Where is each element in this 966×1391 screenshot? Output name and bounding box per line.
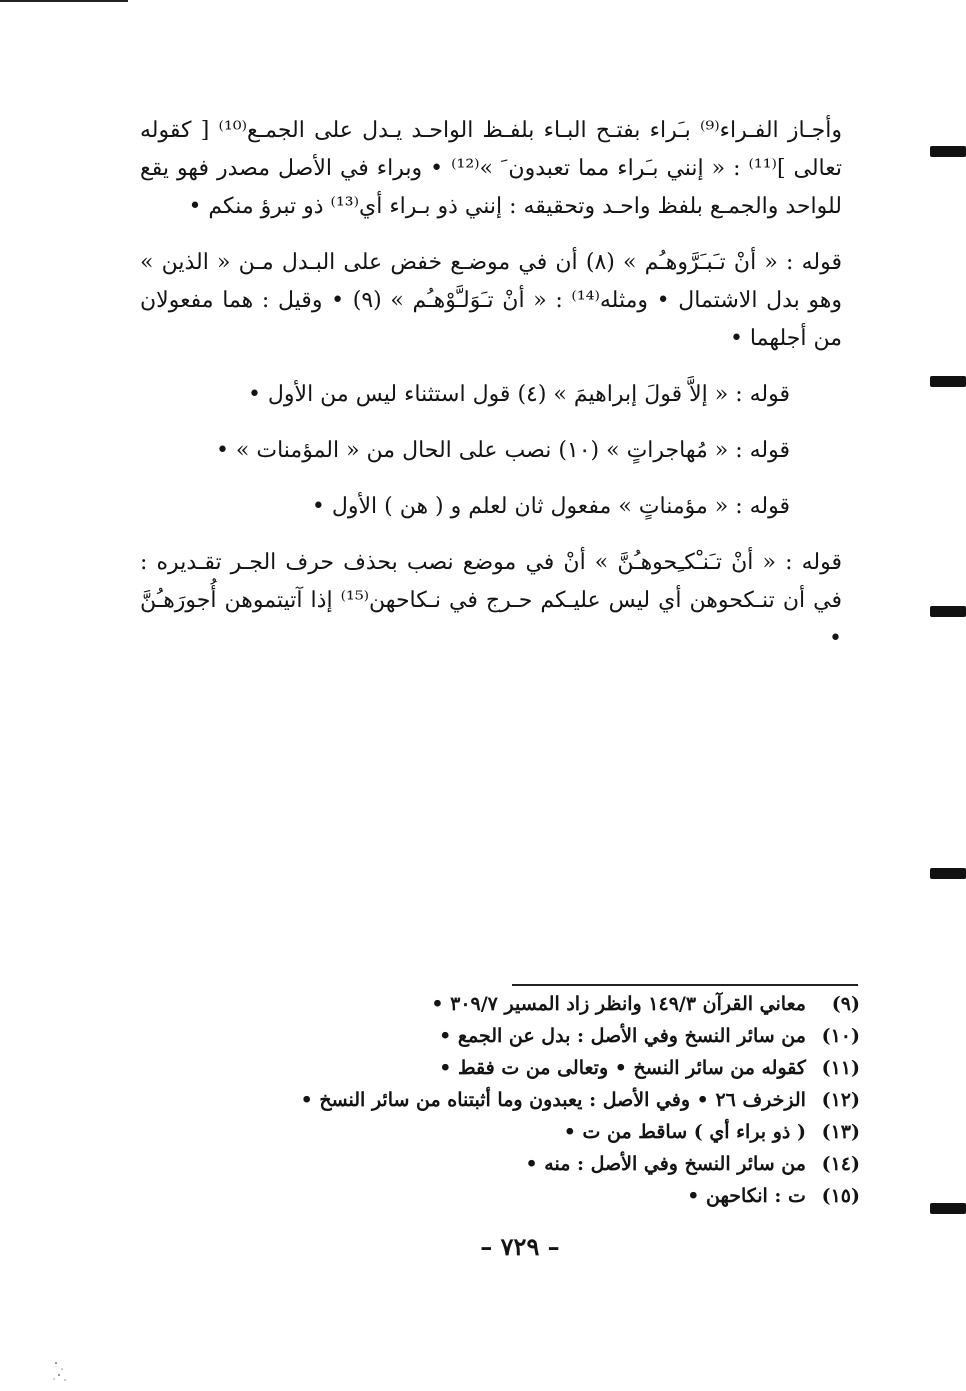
footnote-number: (١٥) — [821, 1185, 860, 1207]
scan-edge-line — [0, 0, 128, 2]
footnote-number: (١٠) — [821, 1025, 860, 1047]
footnote-item — [200, 1148, 860, 1180]
footnote-text: معاني القرآن ١٤٩/٣ وانظر زاد المسير ٣٠٩/٧ • — [431, 993, 806, 1015]
footnote-item — [200, 1020, 860, 1052]
footnote-item — [200, 1052, 860, 1084]
footnote-divider — [512, 984, 858, 986]
paragraph: قوله : « أنْ تـَنـْكـِحوهـُنَّ » أنْ في موضع نصب بحذف حرف الجـر تقـديره : في أن تنـكحوهن أي ليس عليـكم حـرج في نـكاحهن⁽¹⁵⁾ إذا آتيتموهن أُجورَهـُنَّ • — [140, 550, 842, 651]
binding-mark — [930, 606, 966, 617]
scan-specks — [50, 1355, 80, 1385]
footnote-number: (١٣) — [821, 1121, 860, 1143]
page-number: – ٧٢٩ – — [480, 1232, 560, 1261]
footnote-item — [200, 1116, 860, 1148]
paragraph: قوله : « إلاَّ قولَ إبراهيمَ » (٤) قول استثناء ليس من الأول • — [247, 382, 790, 407]
footnote-text: من سائر النسخ وفي الأصل : بدل عن الجمع • — [439, 1025, 806, 1047]
footnote-item — [200, 1084, 860, 1116]
footnote-text: ( ذو براء أي ) ساقط من ت • — [563, 1121, 806, 1143]
main-text — [140, 112, 842, 676]
footnote-number: (١١) — [821, 1057, 860, 1079]
paragraph: وأجـاز الفـراء⁽⁹⁾ بـَراء بفتـح البـاء بلفـظ الواحـد يـدل على الجمـع⁽¹⁰⁾ [ كقوله تعالى ]⁽¹¹⁾ : « إنني بـَراء مما تعبدون َ »⁽¹²⁾ • وبراء في الأصل مصدر فهو يقع للواحد والجمـع بلفظ واحـد وتحقيقه : إنني ذو بـراء أي⁽¹³⁾ ذو تبرؤ منكم • — [140, 118, 842, 219]
binding-mark — [930, 376, 966, 387]
footnote-number: (١٤) — [821, 1153, 860, 1175]
footnote-text: الزخرف ٢٦ • وفي الأصل : يعبدون وما أثبتناه من سائر النسخ • — [300, 1089, 806, 1111]
paragraph: قوله : « أنْ تـَبـَرَّوهـُم » (٨) أن في موضـع خفض على البـدل مـن « الذين » وهو بدل الاشتمال • ومثله⁽¹⁴⁾ : « أنْ تـَوَلـَّوْهـُم » (٩) • وقيل : هما مفعولان من أجلهما • — [140, 250, 842, 351]
binding-mark — [930, 146, 966, 157]
footnote-number: (١٢) — [821, 1089, 860, 1111]
footnote-text: ت : انكاحهن • — [687, 1185, 806, 1207]
footnote-text: من سائر النسخ وفي الأصل : منه • — [525, 1153, 806, 1175]
footnote-item — [200, 988, 860, 1020]
binding-mark — [930, 868, 966, 879]
footnotes — [200, 988, 860, 1212]
footnote-number: (٩) — [831, 993, 860, 1015]
footnote-text: كقوله من سائر النسخ • وتعالى من ت فقط • — [439, 1057, 806, 1079]
paragraph: قوله : « مؤمناتٍ » مفعول ثان لعلم و ( هن ) الأول • — [311, 494, 790, 519]
binding-mark — [930, 1203, 966, 1214]
paragraph: قوله : « مُهاجراتٍ » (١٠) نصب على الحال من « المؤمنات » • — [215, 438, 790, 463]
footnote-item — [200, 1180, 860, 1212]
